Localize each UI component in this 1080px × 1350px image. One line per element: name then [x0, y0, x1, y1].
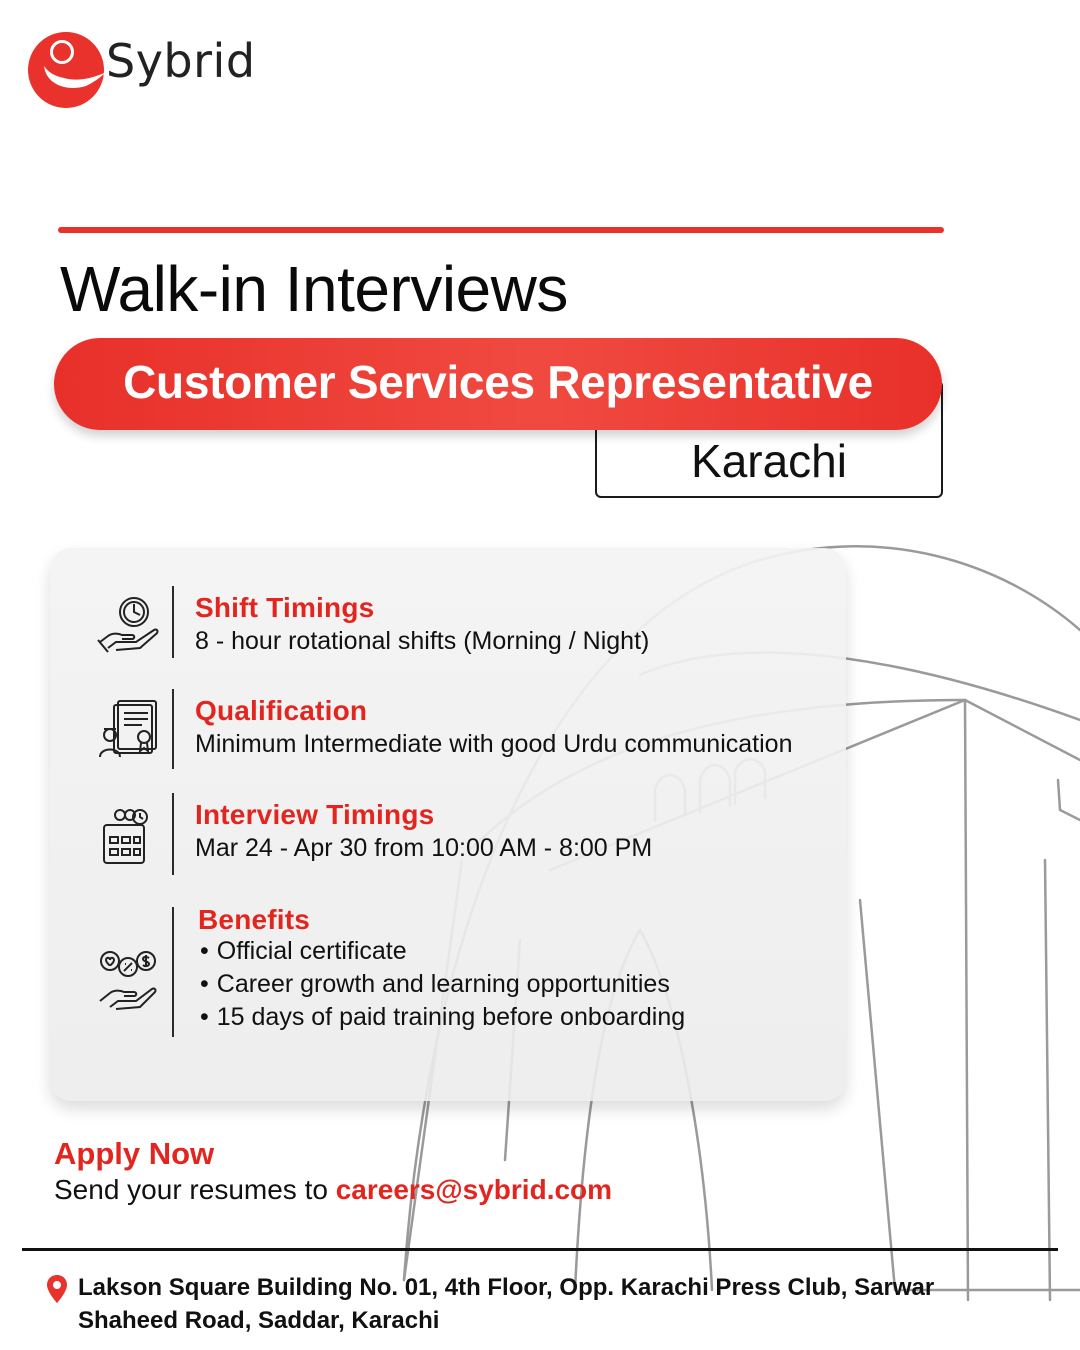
list-item: • Career growth and learning opportunities	[200, 968, 685, 1001]
detail-title: Shift Timings	[195, 592, 375, 623]
sybrid-logo-icon	[24, 26, 108, 110]
divider-line	[172, 907, 174, 1037]
benefits-list	[200, 935, 685, 1034]
clock-hand-icon	[96, 592, 162, 658]
position-title: Customer Services Representative	[123, 356, 873, 408]
list-item: • Official certificate	[200, 935, 685, 968]
detail-text: 8 - hour rotational shifts (Morning / Night)	[195, 627, 650, 655]
city-label: Karachi	[691, 435, 847, 487]
divider-line	[172, 586, 174, 658]
apply-instructions	[54, 1174, 612, 1206]
careers-email-link[interactable]: careers@sybrid.com	[335, 1174, 613, 1205]
detail-title: Qualification	[195, 695, 368, 726]
headline: Walk-in Interviews	[60, 253, 568, 325]
bottom-divider	[22, 1248, 1058, 1251]
top-divider	[58, 227, 944, 233]
calendar-people-icon	[96, 803, 162, 869]
location-pin-icon	[46, 1274, 68, 1304]
benefits-hand-icon	[96, 947, 162, 1013]
divider-line	[172, 689, 174, 769]
certificate-icon	[96, 697, 162, 763]
list-item: • 15 days of paid training before onboarding	[200, 1001, 685, 1034]
apply-now-heading: Apply Now	[54, 1136, 215, 1171]
detail-text: Minimum Intermediate with good Urdu communication	[195, 730, 793, 758]
office-address: Lakson Square Building No. 01, 4th Floor, Opp. Karachi Press Club, Sarwar Shaheed Road, Saddar, Karachi	[78, 1274, 935, 1334]
detail-title: Interview Timings	[195, 799, 435, 830]
apply-text: Send your resumes to	[54, 1174, 336, 1205]
brand-name: Sybrid	[106, 34, 256, 88]
divider-line	[172, 793, 174, 875]
details-card	[50, 548, 846, 1101]
detail-title: Benefits	[198, 904, 311, 935]
detail-text: Mar 24 - Apr 30 from 10:00 AM - 8:00 PM	[195, 834, 653, 862]
sybrid-logo	[24, 26, 256, 110]
